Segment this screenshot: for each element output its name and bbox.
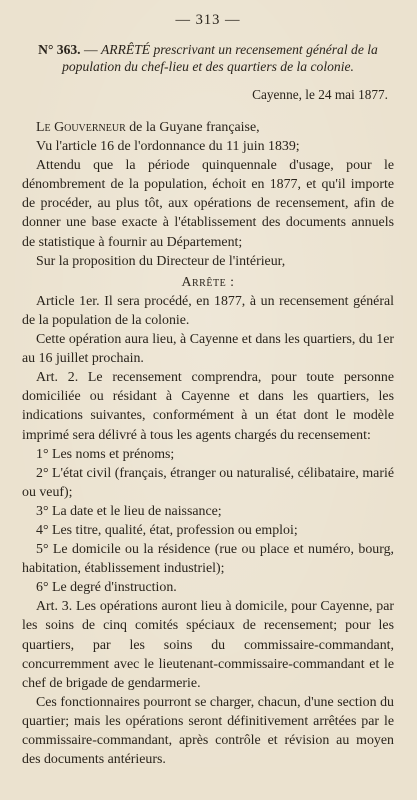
heading-dash: — <box>80 42 101 57</box>
vu-paragraph: Vu l'article 16 de l'ordonnance du 11 juin 1839; <box>36 139 300 155</box>
decree-title-word: ARRÊTÉ <box>100 42 151 57</box>
governor-title: Le Gouverneur <box>36 120 126 135</box>
list-item: 3° La date et le lieu de naissance; <box>36 503 222 519</box>
arrete-heading: Arrête : <box>181 274 235 290</box>
list-item: 4° Les titre, qualité, état, profession ou emploi; <box>36 522 298 538</box>
fonctionnaires-paragraph: Ces fonctionnaires pourront se charger, chacun, d'une section du quartier; mais les opérations seront définitivement arrêtées par le commissaire-commandant, après contrôle et révision au moyen des documents antérieurs. <box>22 694 394 768</box>
article-1: Article 1er. Il sera procédé, en 1877, à un recensement général de la population de la colonie. <box>22 293 394 328</box>
article-2: Art. 2. Le recensement comprendra, pour toute personne domiciliée ou résidant à Cayenne et dans les quartiers, les indications suivantes, conformément à un état dont le modèle imprimé sera délivré à tous les agents chargés du recensement: <box>22 370 394 443</box>
page-number: — 313 — <box>175 12 241 28</box>
decree-title-rest: prescrivant un recensement général de la population du chef-lieu et des quartiers de la colonie. <box>62 42 378 74</box>
list-item: 2° L'état civil (français, étranger ou naturalisé, célibataire, marié ou veuf); <box>22 465 394 500</box>
article-3: Art. 3. Les opérations auront lieu à domicile, pour Cayenne, par les soins de cinq comités spéciaux de recensement; pour les quartiers, par les soins du commissaire-commandant, concurremment avec le lieutenant-commissaire-commandant et le chef de brigade de gendarmerie. <box>22 599 394 691</box>
decree-body <box>22 118 394 769</box>
operation-paragraph: Cette opération aura lieu, à Cayenne et dans les quartiers, du 1er au 16 juillet prochain. <box>22 332 394 367</box>
list-item: 6° Le degré d'instruction. <box>36 580 177 596</box>
attendu-paragraph: Attendu que la période quinquennale d'usage, pour le dénombrement de la population, échoit en 1877, et qu'il importe de procéder, au plus tôt, aux opérations de recensement, afin de donner une base exacte à l'établissement des documents annuels de statistique à fournir au Département; <box>22 158 394 250</box>
list-item: 1° Les noms et prénoms; <box>36 446 175 462</box>
proposition-paragraph: Sur la proposition du Directeur de l'intérieur, <box>36 253 286 269</box>
dateline: Cayenne, le 24 mai 1877. <box>252 87 388 102</box>
decree-number: N° 363. <box>38 42 81 57</box>
governor-rest: de la Guyane française, <box>125 120 260 135</box>
governor-line <box>22 118 394 137</box>
decree-heading <box>22 41 394 75</box>
list-item: 5° Le domicile ou la résidence (rue ou place et numéro, bourg, habitation, établissement industriel); <box>22 542 394 577</box>
